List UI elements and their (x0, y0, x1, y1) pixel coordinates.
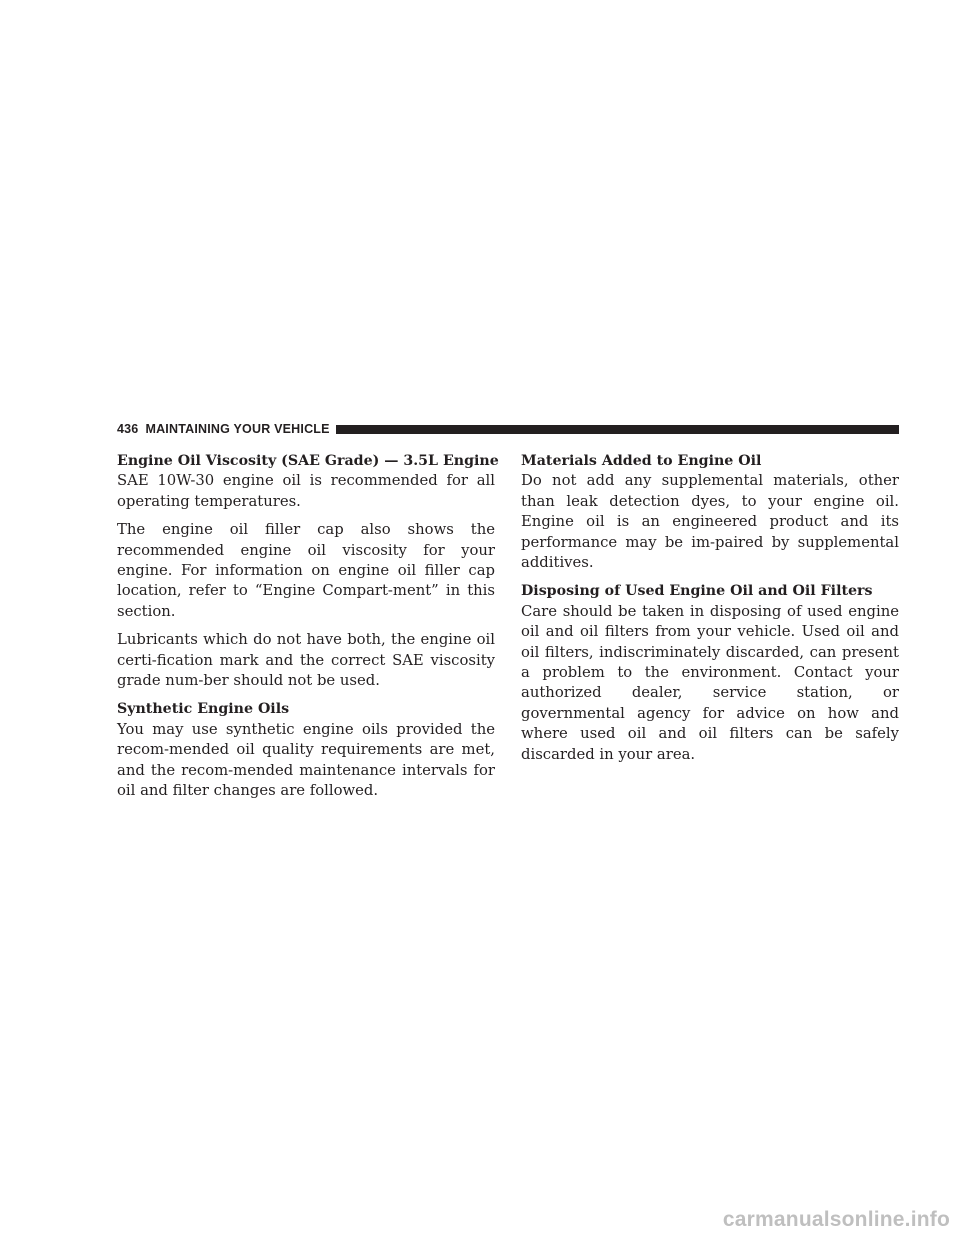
heading-oil-viscosity: Engine Oil Viscosity (SAE Grade) — 3.5L Engine (117, 453, 499, 469)
header-rule (336, 425, 899, 434)
watermark-link[interactable]: carmanualsonline.info (722, 1208, 950, 1231)
heading-synthetic-oils: Synthetic Engine Oils (117, 701, 290, 718)
para-disposing-oil: Care should be taken in disposing of used engine oil and oil filters from your vehicle. Used oil and oil filters, indiscriminately discarded, can present a problem to the environment. Contact your authorized dealer, service station, or governmental agency for advice on how and where used oil and oil filters can be safely discarded in your area. (521, 602, 899, 763)
heading-disposing-oil: Disposing of Used Engine Oil and Oil Filters (521, 583, 873, 600)
para-lubricants: Lubricants which do not have both, the engine oil certi-fication mark and the correct SAE viscosity grade num-ber should not be used. (117, 631, 495, 690)
page-header (117, 421, 899, 437)
para-materials-added: Do not add any supplemental materials, other than leak detection dyes, to your engine oil. Engine oil is an engineered product and its performance may be im-paired by supplemental additives. (521, 472, 899, 572)
para-sae-recommendation: SAE 10W-30 engine oil is recommended for all operating temperatures. (117, 472, 495, 510)
heading-materials-added: Materials Added to Engine Oil (521, 453, 762, 469)
right-column (521, 451, 899, 773)
left-column (117, 451, 499, 810)
page-number: 436 (117, 422, 139, 436)
para-filler-cap: The engine oil filler cap also shows the recommended engine oil viscosity for your engine. For information on engine oil filler cap location, refer to “Engine Compart-ment” in this section. (117, 521, 495, 620)
para-synthetic-oils: You may use synthetic engine oils provided the recom-mended oil quality requirements are met, and the recom-mended maintenance intervals for oil and filter changes are followed. (117, 720, 495, 800)
section-title: MAINTAINING YOUR VEHICLE (145, 422, 330, 436)
